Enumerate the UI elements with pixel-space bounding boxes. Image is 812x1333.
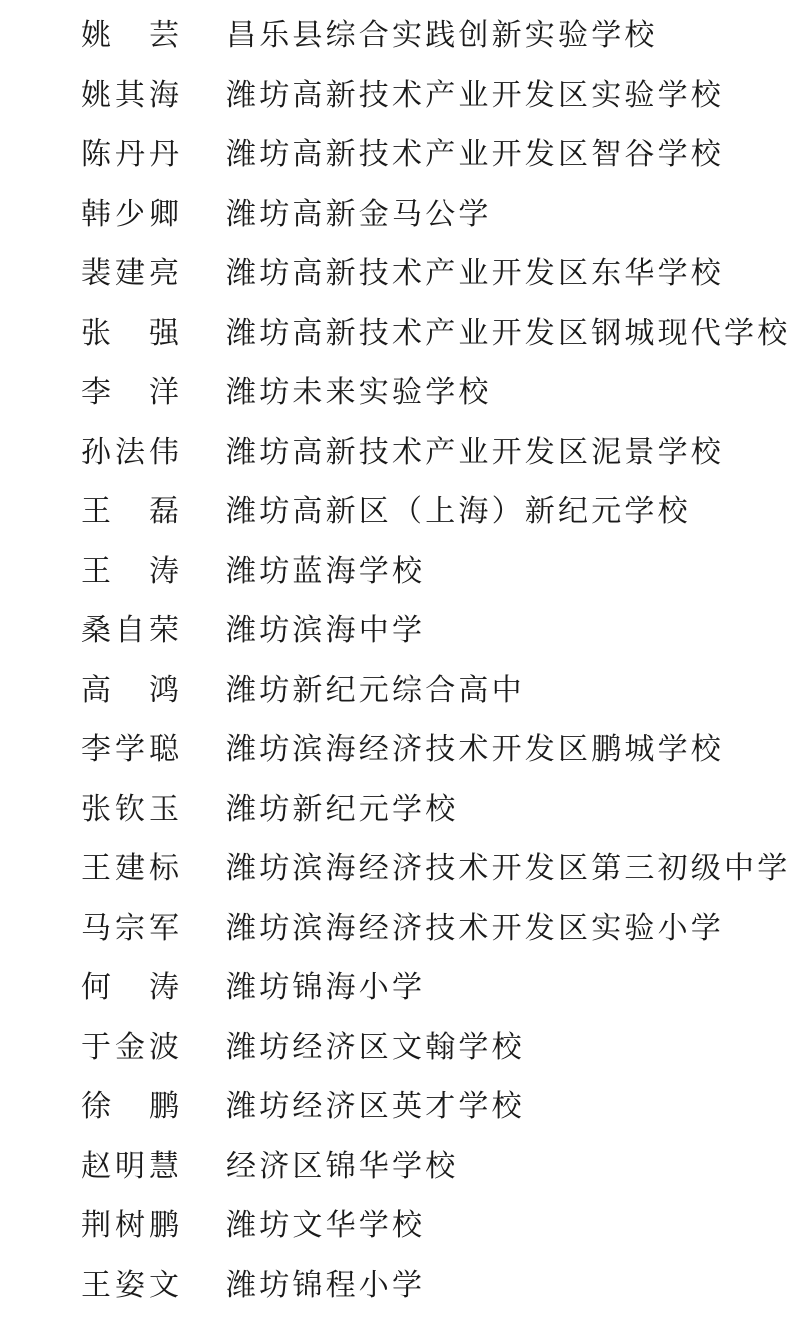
teacher-name: 张 强 <box>81 315 181 351</box>
school-name: 潍坊新纪元学校 <box>226 791 459 827</box>
teacher-name: 孙法伟 <box>81 434 181 470</box>
list-item <box>0 1077 812 1137</box>
school-name: 潍坊未来实验学校 <box>226 375 492 410</box>
school-name: 潍坊新纪元综合高中 <box>226 672 525 708</box>
teacher-list <box>0 6 812 1315</box>
school-name: 潍坊锦海小学 <box>226 970 426 1005</box>
list-item <box>0 185 812 245</box>
list-item <box>0 720 812 780</box>
list-item <box>0 899 812 959</box>
list-item <box>0 601 812 661</box>
teacher-name: 赵明慧 <box>81 1148 181 1184</box>
school-name: 潍坊高新金马公学 <box>226 196 492 232</box>
school-name: 经济区锦华学校 <box>226 1148 459 1184</box>
school-name: 潍坊高新技术产业开发区东华学校 <box>226 256 724 291</box>
teacher-name: 王建标 <box>81 851 181 886</box>
list-item <box>0 125 812 185</box>
list-item <box>0 423 812 483</box>
list-item <box>0 304 812 364</box>
teacher-name: 王姿文 <box>81 1267 181 1303</box>
list-item <box>0 958 812 1018</box>
list-item <box>0 1196 812 1256</box>
teacher-name: 何 涛 <box>81 970 181 1005</box>
school-name: 潍坊滨海中学 <box>226 613 426 648</box>
school-name: 潍坊文华学校 <box>226 1208 426 1243</box>
teacher-name: 韩少卿 <box>81 196 181 232</box>
teacher-name: 陈丹丹 <box>81 137 181 172</box>
teacher-name: 高 鸿 <box>81 672 181 708</box>
teacher-name: 姚 芸 <box>81 18 181 53</box>
teacher-name: 李学聪 <box>81 732 181 767</box>
list-item <box>0 1018 812 1078</box>
list-item <box>0 66 812 126</box>
school-name: 潍坊经济区文翰学校 <box>226 1029 525 1065</box>
school-name: 潍坊高新区（上海）新纪元学校 <box>226 494 691 529</box>
list-item <box>0 661 812 721</box>
school-name: 潍坊高新技术产业开发区智谷学校 <box>226 137 724 172</box>
teacher-name: 荆树鹏 <box>81 1208 181 1243</box>
list-item <box>0 6 812 66</box>
teacher-name: 李 洋 <box>81 375 181 410</box>
list-item <box>0 1256 812 1316</box>
teacher-name: 于金波 <box>81 1029 181 1065</box>
school-name: 潍坊高新技术产业开发区实验学校 <box>226 77 724 113</box>
teacher-name: 徐 鹏 <box>81 1089 181 1124</box>
school-name: 潍坊滨海经济技术开发区第三初级中学 <box>226 851 791 886</box>
teacher-name: 张钦玉 <box>81 791 181 827</box>
teacher-name: 王 磊 <box>81 494 181 529</box>
school-name: 潍坊高新技术产业开发区钢城现代学校 <box>226 315 791 351</box>
school-name: 昌乐县综合实践创新实验学校 <box>226 18 658 53</box>
teacher-name: 桑自荣 <box>81 613 181 648</box>
list-item <box>0 244 812 304</box>
teacher-name: 马宗军 <box>81 910 181 946</box>
teacher-name: 姚其海 <box>81 77 181 113</box>
list-item <box>0 839 812 899</box>
teacher-name: 王 涛 <box>81 553 181 589</box>
list-item <box>0 363 812 423</box>
school-name: 潍坊滨海经济技术开发区实验小学 <box>226 910 724 946</box>
list-item <box>0 482 812 542</box>
list-item <box>0 1137 812 1197</box>
school-name: 潍坊高新技术产业开发区泥景学校 <box>226 434 724 470</box>
teacher-name: 裴建亮 <box>81 256 181 291</box>
school-name: 潍坊经济区英才学校 <box>226 1089 525 1124</box>
school-name: 潍坊锦程小学 <box>226 1267 426 1303</box>
list-item <box>0 780 812 840</box>
school-name: 潍坊滨海经济技术开发区鹏城学校 <box>226 732 724 767</box>
school-name: 潍坊蓝海学校 <box>226 553 426 589</box>
list-item <box>0 542 812 602</box>
